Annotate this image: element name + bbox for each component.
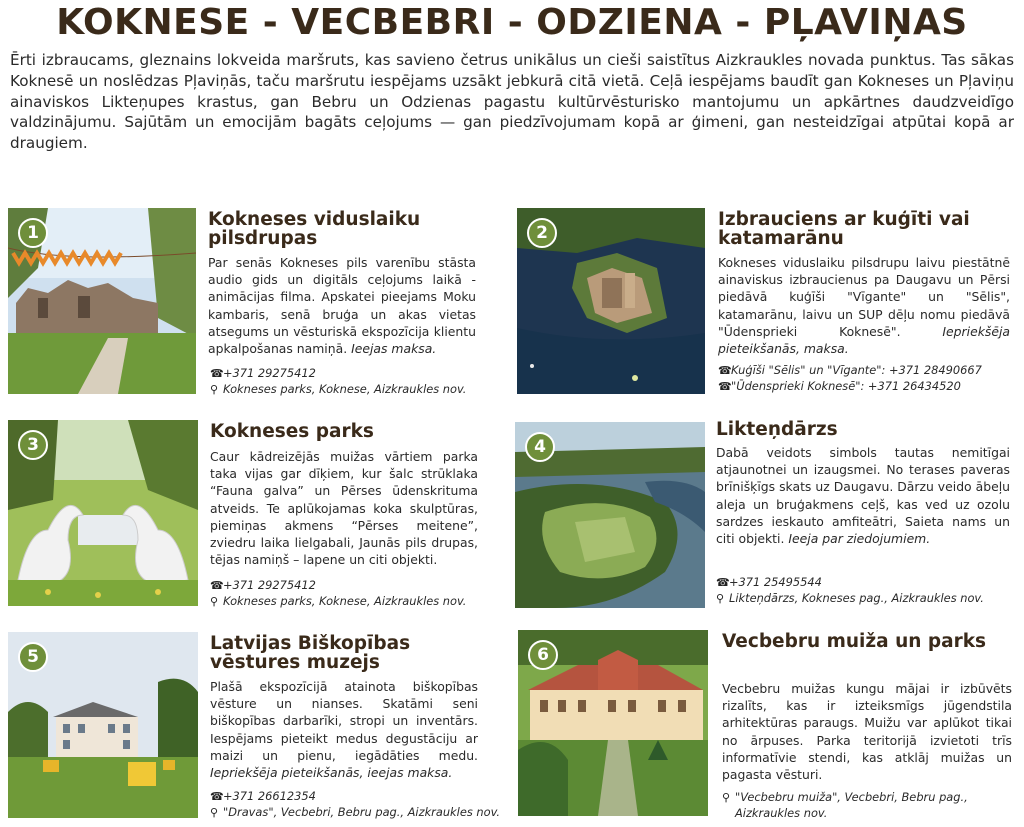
card-6-contact — [722, 790, 1012, 820]
phone-icon: ☎ — [716, 576, 730, 589]
card-5-description: Plašā ekspozīcijā atainota biškopības vēsture un nianses. Skatāmi seni biškopības darbarīki, stropi un inventārs. Iespējams pieteikt medus degustāciju ar maizi un pienu, iegādāties medu. Iepriekšēja pieteikšanās, ieejas maksa. — [210, 679, 478, 781]
card-3-contact — [210, 578, 490, 609]
card-6-address: "Vecbebru muiža", Vecbebri, Bebru pag., — [735, 790, 968, 804]
phone-icon: ☎ — [210, 579, 224, 592]
liktendarzs-aerial-photo — [515, 422, 705, 608]
card-4-title: Likteņdārzs — [716, 419, 838, 440]
card-2-description: Kokneses viduslaiku pilsdrupu laivu piestātnē ainaviskus izbraucienus pa Daugavu un Pērsi piedāvā kuģīši "Vīgante" un "Sēlis", katamarānu, laivu un SUP dēļu nomu piedāvā "Ūdensprieki Koknesē". Iepriekšēja pieteikšanās, maksa. — [718, 255, 1010, 357]
card-3-description: Caur kādreizējās muižas vārtiem parka taka vijas gar dīķiem, kur šalc strūklaka “Fauna galva” un Pērses ūdenskrituma atveids. Te aplūkojamas koka skulptūras, piemiņas akmens “Pērses meitene”, zviedru laika lielgabali, Jaunās pils drupas, tējas namiņš – lapene un citi objekti. — [210, 449, 478, 568]
card-1-contact — [210, 366, 490, 397]
card-2-phone[interactable]: Kuģīši "Sēlis" un "Vīgante": +371 28490667 — [731, 363, 982, 377]
card-3-title: Kokneses parks — [210, 421, 374, 442]
card-3-address: Kokneses parks, Koknese, Aizkraukles nov. — [223, 593, 467, 608]
card-5-phone[interactable]: +371 26612354 — [223, 789, 316, 803]
card-6-address-2: Aizkraukles nov. — [735, 805, 828, 820]
location-pin-icon: ⚲ — [210, 805, 219, 819]
location-pin-icon: ⚲ — [722, 791, 731, 804]
badge-2: 2 — [527, 218, 557, 248]
badge-5: 5 — [18, 642, 48, 672]
phone-icon: ☎ — [210, 790, 224, 803]
card-2-phone-2[interactable]: "Ūdensprieki Koknesē": +371 26434520 — [731, 378, 961, 393]
card-4-phone[interactable]: +371 25495544 — [729, 575, 822, 589]
phone-icon: ☎ — [718, 379, 732, 393]
intro-paragraph: Ērti izbraucams, gleznains lokveida maršruts, kas savieno četrus unikālus un cieši saistītus Aizkraukles novada punktus. Tas sākas Koknesē un noslēdzas Pļaviņās, taču maršrutu iespējams uzsākt jebkurā citā vietā. Ceļā iespējams baudīt gan Kokneses un Pļaviņu ainaviskos Likteņupes krastus, gan Bebru un Odzienas pagastu kultūrvēsturisko mantojumu un apkārtnes daudzveidīgo valdzinājumu. Sajūtām un emocijām bagāts ceļojums — gan piedzīvojumam kopā ar ģimeni, gan nesteidzīgai atpūtai kopā ar draugiem. — [10, 51, 1014, 153]
card-6-description: Vecbebru muižas kungu mājai ir izbūvēts rizalīts, kas ir izteiksmīgs jūgendstila arhitektūras paraugs. Muižu var aplūkot tikai no ārpuses. Parka teritorijā izvietoti trīs informatīvie stendi, kas atklāj muižas un pagasta vēsturi. — [722, 681, 1012, 783]
card-5-contact — [210, 789, 510, 820]
location-pin-icon: ⚲ — [210, 594, 219, 608]
card-3-phone[interactable]: +371 29275412 — [223, 578, 316, 592]
card-5-title: Latvijas Biškopības vēstures muzejs — [210, 633, 411, 673]
phone-icon: ☎ — [210, 367, 224, 380]
river-castle-aerial-photo — [517, 208, 705, 394]
page-title: KOKNESE - VECBEBRI - ODZIENA - PĻAVIŅAS — [56, 2, 968, 43]
badge-1: 1 — [18, 218, 48, 248]
location-pin-icon: ⚲ — [210, 382, 219, 396]
card-5-address: "Dravas", Vecbebri, Bebru pag., Aizkraukles nov. — [223, 804, 501, 819]
card-1-description: Par senās Kokneses pils varenību stāsta audio gids un digitāls ceļojums laikā - animācijas filma. Apskatei pieejams Moku kambaris, senā bruģa un akas vietas atsegums un vēsturiskā ekspozīcija klientu apkalpošanas namiņā. Ieejas maksa. — [208, 255, 476, 357]
card-1-address: Kokneses parks, Koknese, Aizkraukles nov. — [223, 381, 467, 396]
card-4-address: Likteņdārzs, Kokneses pag., Aizkraukles nov. — [729, 590, 984, 605]
badge-3: 3 — [18, 430, 48, 460]
card-2-title: Izbrauciens ar kuģīti vai katamarānu — [718, 209, 970, 249]
phone-icon: ☎ — [718, 364, 732, 377]
castle-ruins-photo — [8, 208, 196, 394]
swan-park-photo — [8, 420, 198, 606]
beekeeping-museum-photo — [8, 632, 198, 818]
badge-4: 4 — [525, 432, 555, 462]
card-6-title: Vecbebru muiža un parks — [722, 631, 987, 652]
card-1-title: Kokneses viduslaiku pilsdrupas — [208, 209, 421, 249]
vecbebri-manor-photo — [518, 630, 708, 816]
location-pin-icon: ⚲ — [716, 591, 725, 605]
card-1-phone[interactable]: +371 29275412 — [223, 366, 316, 380]
card-4-contact — [716, 575, 1016, 606]
card-4-description: Dabā veidots simbols tautas nemitīgai atjaunotnei un izaugsmei. No terases paveras brīnišķīgs skats uz Daugavu. Dārzu veido ābeļu aleja un bruģakmens ceļš, kas ved uz ozolu sardzes ieskauto amfiteātri, Saieta nams un citi objekti. Ieeja par ziedojumiem. — [716, 445, 1010, 547]
card-2-contact — [718, 363, 1018, 394]
badge-6: 6 — [528, 640, 558, 670]
